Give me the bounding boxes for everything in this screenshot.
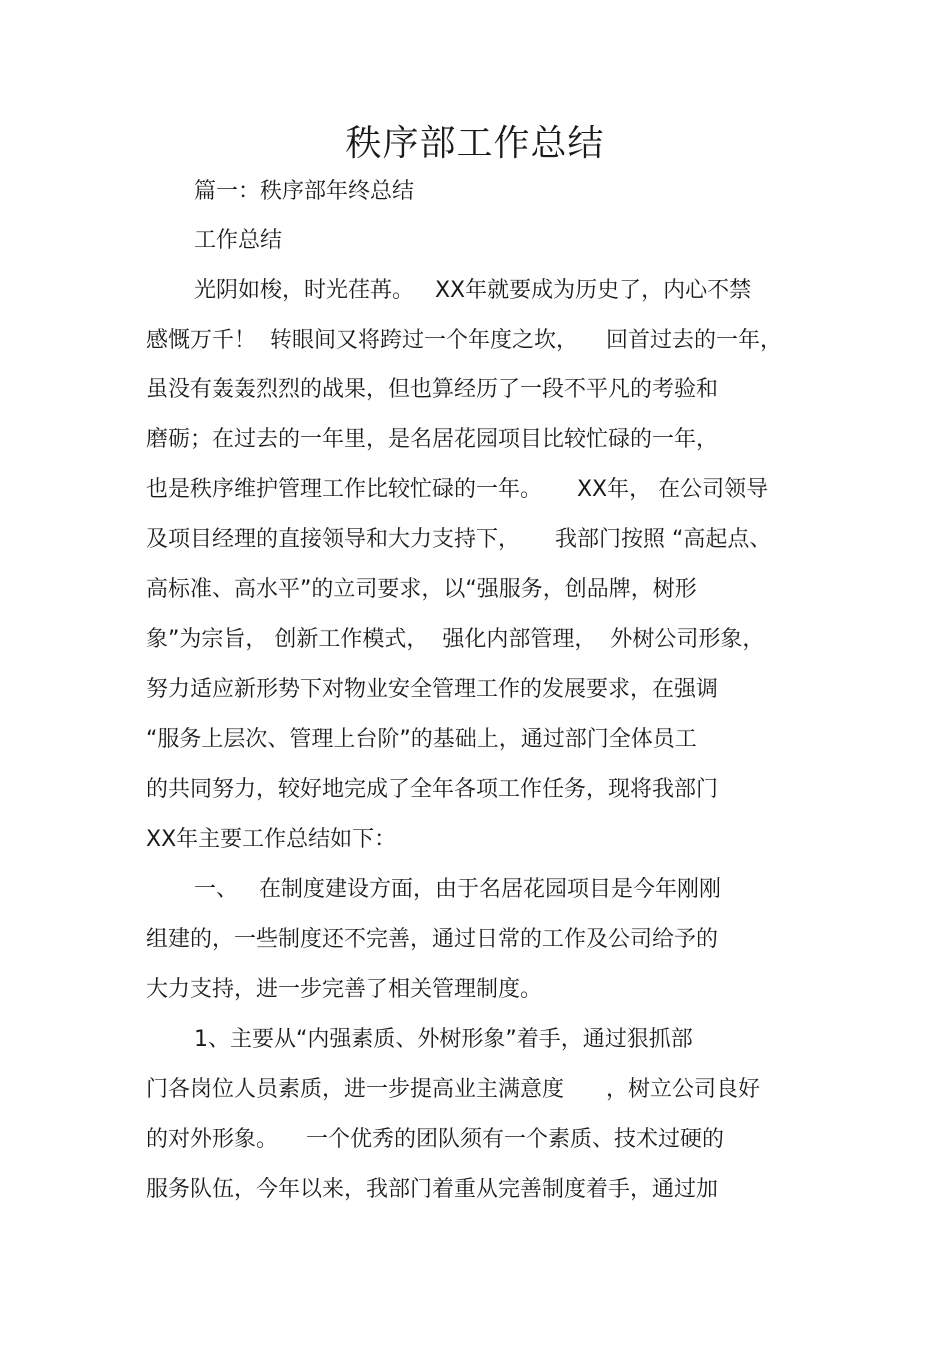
paragraph-line: 也是秩序维护管理工作比较忙碌的一年。 XX年， 在公司领导 [146,477,769,502]
paragraph-line: 感慨万千！ 转眼间又将跨过一个年度之坎， 回首过去的一年， [146,328,782,353]
paragraph-line: 组建的，一些制度还不完善，通过日常的工作及公司给予的 [146,927,719,952]
paragraph-line: 象”为宗旨， 创新工作模式， 强化内部管理， 外树公司形象， [146,627,765,652]
paragraph-line: 的共同努力，较好地完成了全年各项工作任务，现将我部门 [146,777,719,802]
paragraph-line: 1、主要从“内强素质、外树形象”着手，通过狠抓部 [194,1027,693,1052]
paragraph-line: 努力适应新形势下对物业安全管理工作的发展要求，在强调 [146,677,719,702]
sub-heading: 工作总结 [194,228,283,253]
paragraph-line: 高标准、高水平”的立司要求，以“强服务，创品牌，树形 [146,577,697,602]
paragraph-line: 一、 在制度建设方面，由于名居花园项目是今年刚刚 [194,877,721,902]
paragraph-line: 门各岗位人员素质，进一步提高业主满意度 ，树立公司良好 [146,1077,760,1102]
paragraph-line: 磨砺；在过去的一年里，是名居花园项目比较忙碌的一年， [146,427,719,452]
paragraph-line: 及项目经理的直接领导和大力支持下， 我部门按照 “高起点、 [146,527,772,552]
paragraph-line: 虽没有轰轰烈烈的战果，但也算经历了一段不平凡的考验和 [146,377,719,402]
paragraph-line: 服务队伍，今年以来，我部门着重从完善制度着手，通过加 [146,1177,719,1202]
paragraph-line: 的对外形象。 一个优秀的团队须有一个素质、技术过硬的 [146,1127,724,1152]
document-title: 秩序部工作总结 [345,123,605,164]
paragraph-line: 大力支持，进一步完善了相关管理制度。 [146,977,543,1002]
paragraph-line: XX年主要工作总结如下： [146,827,397,852]
section-heading: 篇一：秩序部年终总结 [194,179,415,204]
paragraph-line: “服务上层次、管理上台阶”的基础上，通过部门全体员工 [146,727,697,752]
paragraph-line: 光阴如梭，时光荏苒。 XX年就要成为历史了，内心不禁 [194,278,752,303]
